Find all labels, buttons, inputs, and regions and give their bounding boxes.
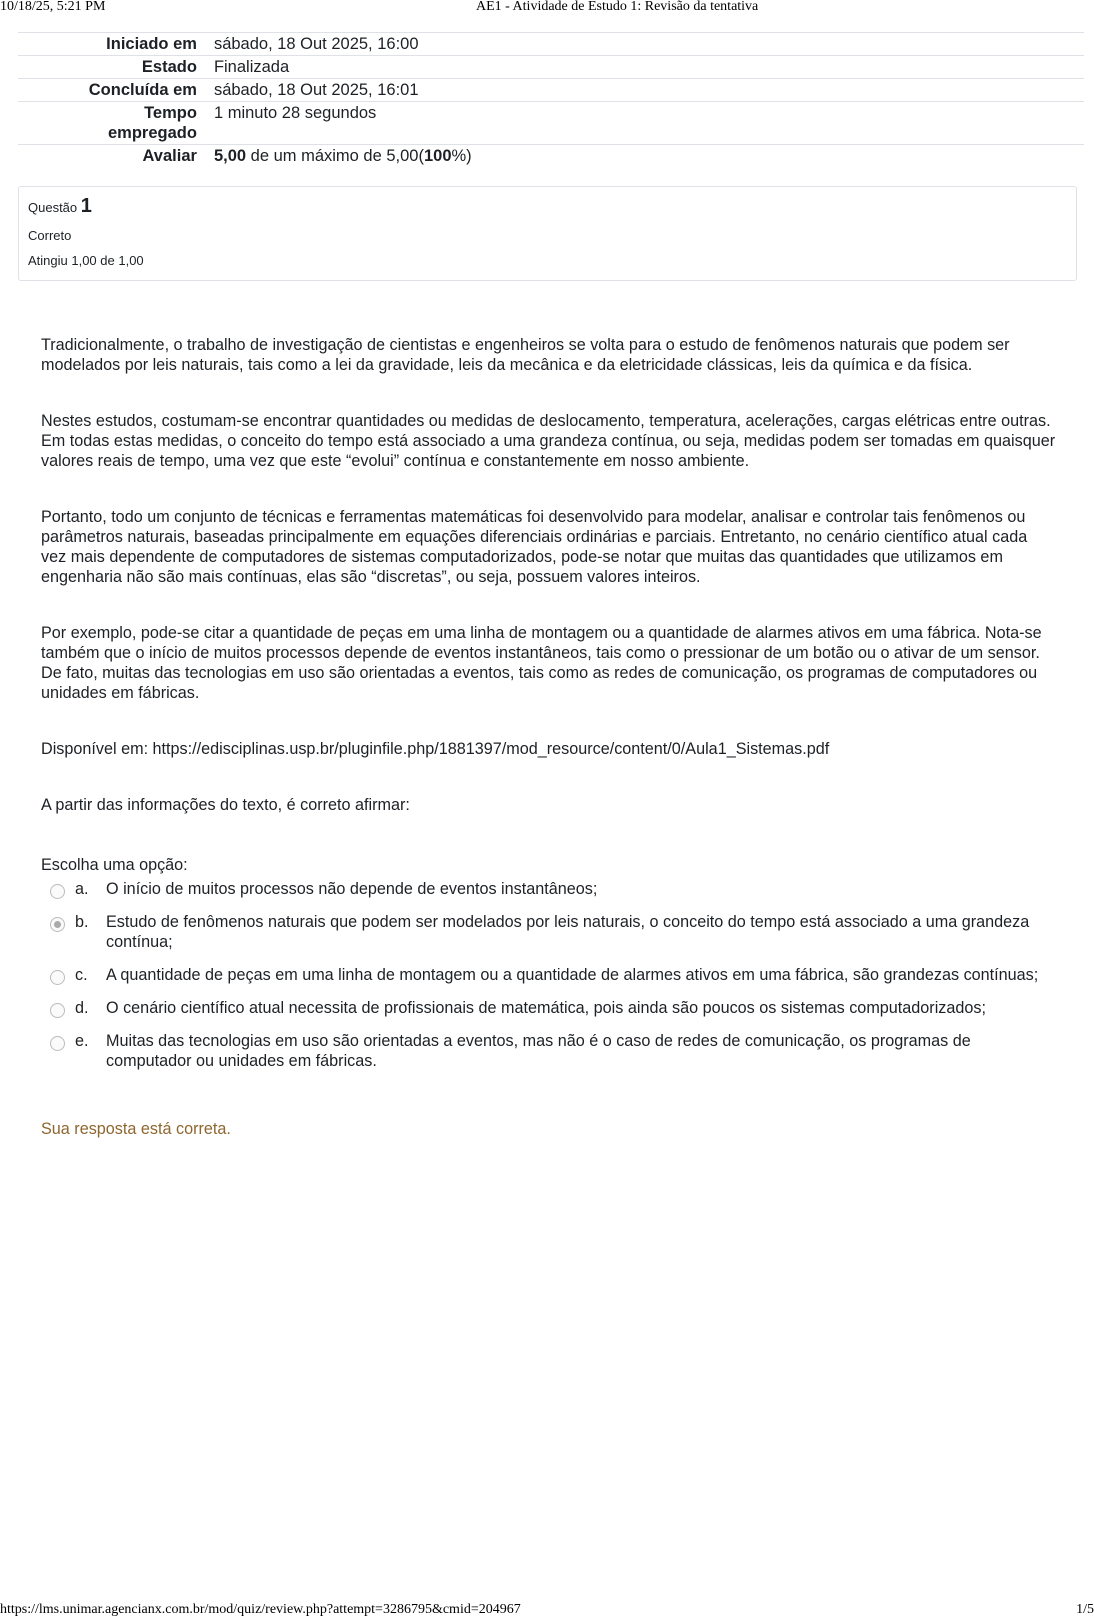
print-datetime: 10/18/25, 5:21 PM [0, 0, 106, 14]
summary-row-completed: Concluída em sábado, 18 Out 2025, 16:01 [18, 79, 1084, 102]
grade-value: 5,00 [213, 147, 247, 165]
option-d[interactable]: d. O cenário científico atual necessita de profissionais de matemática, pois ainda são poucos os sistemas computadorizados; [41, 998, 1056, 1018]
summary-row-started: Iniciado em sábado, 18 Out 2025, 16:00 [18, 33, 1084, 56]
question-paragraph: Tradicionalmente, o trabalho de investigação de cientistas e engenheiros se volta para o estudo de fenômenos naturais que podem ser modelados por leis naturais, tais como a lei da gravidade, leis da mecânica e da eletricidade clássicas, leis da química e da física. [41, 336, 1010, 374]
feedback-message: Sua resposta está correta. [41, 1120, 231, 1138]
question-mark: Atingiu 1,00 de 1,00 [28, 253, 144, 268]
radio-a[interactable] [50, 884, 65, 899]
radio-e[interactable] [50, 1036, 65, 1051]
question-state: Correto [28, 228, 72, 243]
question-paragraph: Portanto, todo um conjunto de técnicas e ferramentas matemáticas foi desenvolvido para modelar, analisar e controlar tais fenômenos ou parâmetros naturais, baseadas principalmente em equações diferenciais ordinárias e parciais. Entretanto, no cenário científico atual cada vez mais dependente de computadores de sistemas computadorizados, pode-se notar que muitas das quantidades que utilizamos em engenharia não são mais contínuas, elas são “discretas”, ou seja, possuem valores inteiros. [41, 508, 1028, 586]
radio-d[interactable] [50, 1003, 65, 1018]
print-page-number: 1/5 [1076, 1602, 1094, 1617]
print-url: https://lms.unimar.agencianx.com.br/mod/quiz/review.php?attempt=3286795&cmid=204967 [0, 1602, 521, 1617]
radio-b-selected[interactable] [50, 917, 65, 932]
options-prompt: Escolha uma opção: [41, 856, 188, 874]
summary-row-time: Tempo empregado 1 minuto 28 segundos [18, 102, 1084, 145]
question-info-box [18, 186, 1077, 281]
question-statement: A partir das informações do texto, é correto afirmar: [41, 796, 410, 814]
grade-percent: 100 [423, 147, 452, 165]
source-citation: Disponível em: https://edisciplinas.usp.br/pluginfile.php/1881397/mod_resource/content/0/Aula1_Sistemas.pdf [41, 740, 830, 758]
radio-c[interactable] [50, 970, 65, 985]
question-label: Questão [28, 200, 78, 215]
question-number: 1 [80, 195, 92, 217]
option-b[interactable]: b. Estudo de fenômenos naturais que podem ser modelados por leis naturais, o conceito do tempo está associado a uma grandeza contínua; [41, 912, 1056, 952]
print-title: AE1 - Atividade de Estudo 1: Revisão da tentativa [476, 0, 759, 14]
question-paragraph: Nestes estudos, costumam-se encontrar quantidades ou medidas de deslocamento, temperatura, acelerações, cargas elétricas entre outras. Em todas estas medidas, o conceito do tempo está associado a uma grandeza contínua, ou seja, medidas podem ser tomadas em quaisquer valores reais de tempo, uma vez que este “evolui” contínua e constantemente em nosso ambiente. [41, 412, 1056, 470]
question-content [41, 335, 1056, 1139]
summary-row-state: Estado Finalizada [18, 56, 1084, 79]
summary-row-grade: Avaliar 5,00 de um máximo de 5,00(100%) [18, 145, 1084, 168]
option-a[interactable]: a. O início de muitos processos não depende de eventos instantâneos; [41, 879, 1056, 899]
question-paragraph: Por exemplo, pode-se citar a quantidade de peças em uma linha de montagem ou a quantidade de alarmes ativos em uma fábrica. Nota-se também que o início de muitos processos depende de eventos instantâneos, tais como o pressionar de um botão ou o ativar de um sensor. De fato, muitas das tecnologias em uso são orientadas a eventos, tais como as redes de comunicação, os programas de computadores ou unidades em fábricas. [41, 624, 1042, 702]
option-e[interactable]: e. Muitas das tecnologias em uso são orientadas a eventos, mas não é o caso de redes de comunicação, os programas de computador ou unidades em fábricas. [41, 1031, 1056, 1071]
option-c[interactable]: c. A quantidade de peças em uma linha de montagem ou a quantidade de alarmes ativos em uma fábrica, são grandezas contínuas; [41, 965, 1056, 985]
attempt-summary-table [18, 32, 1084, 167]
